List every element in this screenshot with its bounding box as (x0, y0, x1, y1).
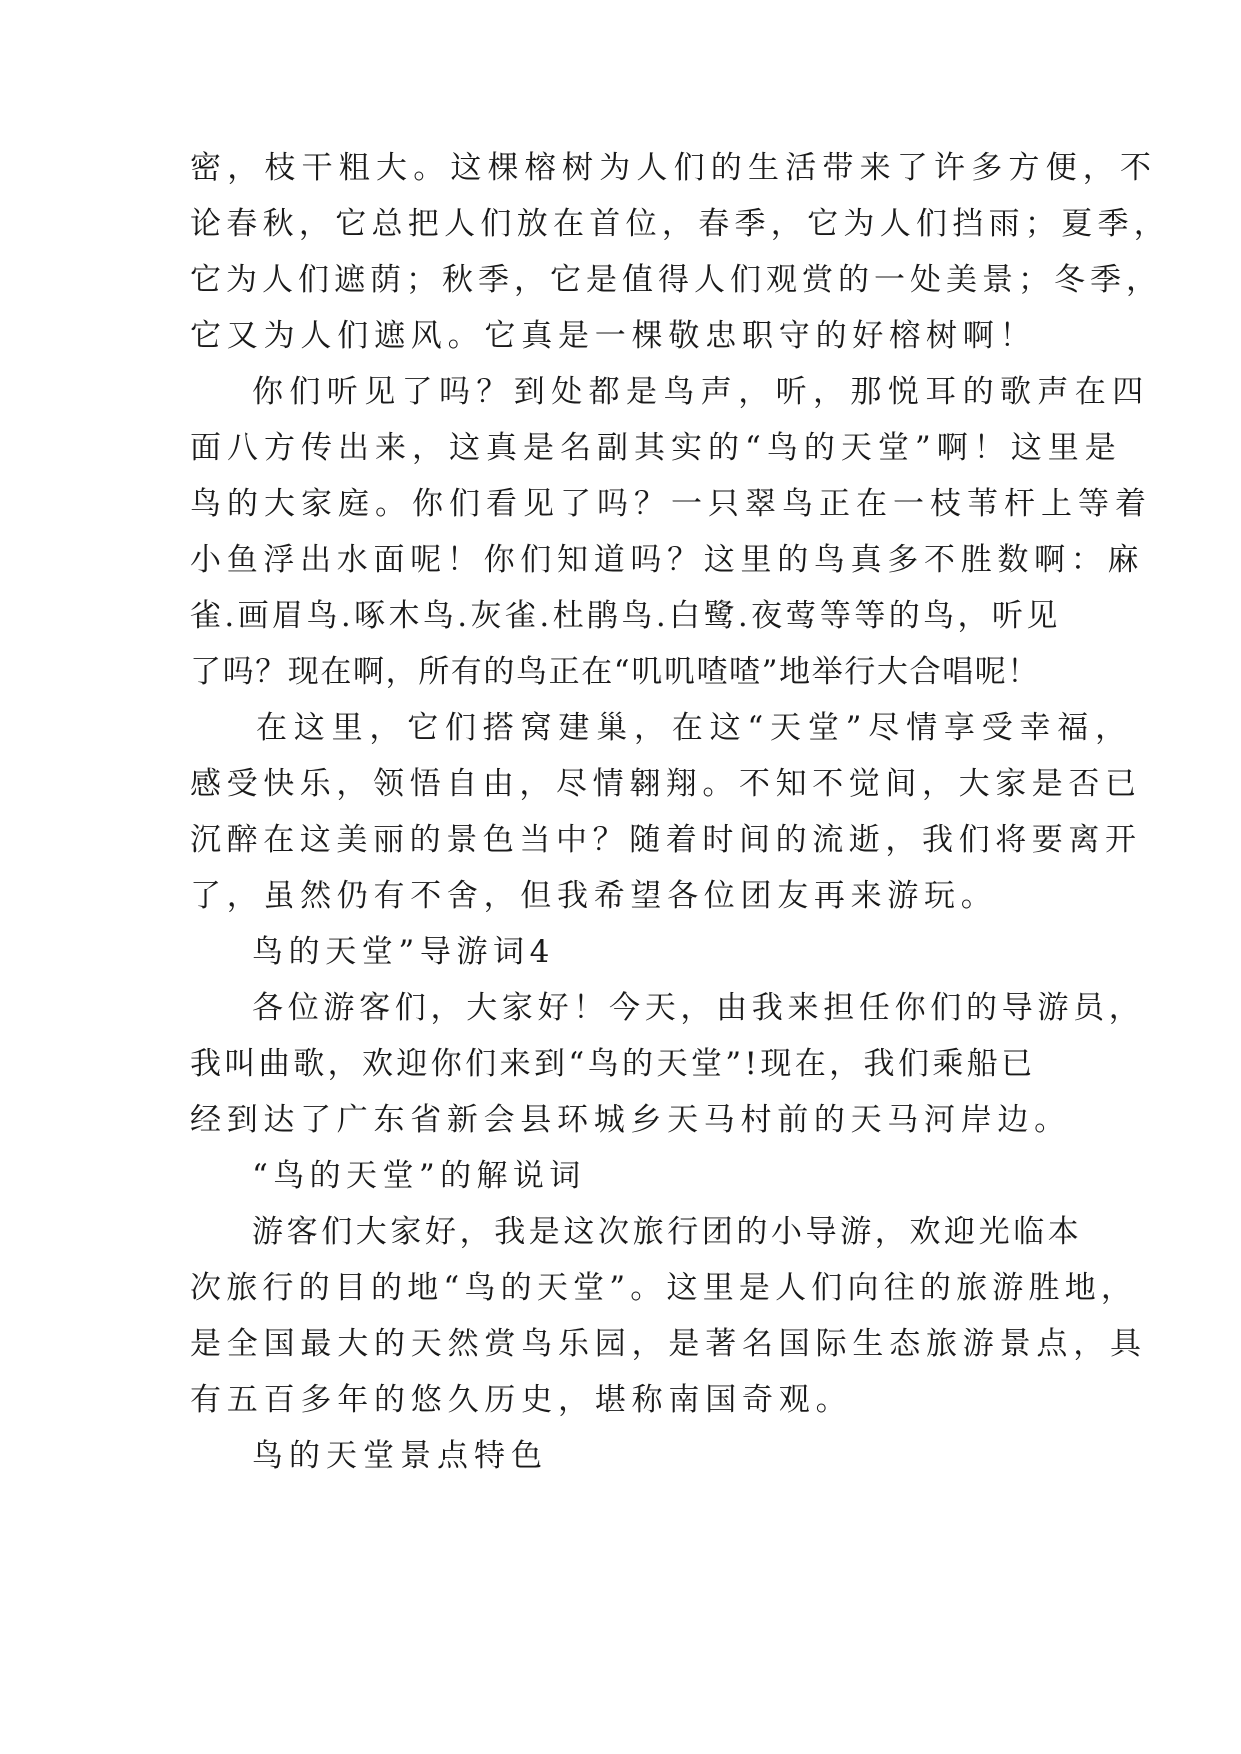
text-line-7: 鸟的大家庭。你们看见了吗？一只翠鸟正在一枝苇杆上等着 (190, 486, 1152, 522)
section-heading-jingdian-tese: 鸟的天堂景点特色 (252, 1438, 548, 1474)
text-line-8: 小鱼浮出水面呢！你们知道吗？这里的鸟真多不胜数啊：麻 (190, 542, 1145, 578)
text-line-9: 雀.画眉鸟.啄木鸟.灰雀.杜鹃鸟.白鹭.夜莺等等的鸟，听见 (190, 598, 1061, 634)
text-line-6: 面八方传出来，这真是名副其实的“鸟的天堂”啊！这里是 (190, 430, 1122, 466)
text-line-12: 感受快乐，领悟自由，尽情翱翔。不知不觉间，大家是否已 (190, 766, 1142, 802)
text-line-13: 沉醉在这美丽的景色当中？随着时间的流逝，我们将要离开 (190, 822, 1142, 858)
text-line-11: 在这里，它们搭窝建巢，在这“天堂”尽情享受幸福， (256, 710, 1133, 746)
text-line-21: 次旅行的目的地“鸟的天堂”。这里是人们向往的旅游胜地， (190, 1270, 1138, 1306)
section-heading-daoyouci: 鸟的天堂”导游词4 (252, 934, 555, 970)
text-line-17: 我叫曲歌，欢迎你们来到“鸟的天堂”!现在，我们乘船已 (190, 1046, 1036, 1082)
text-line-20: 游客们大家好，我是这次旅行团的小导游，欢迎光临本 (252, 1214, 1083, 1250)
text-line-2: 论春秋，它总把人们放在首位，春季，它为人们挡雨；夏季， (190, 206, 1171, 242)
section-heading-jieshuoci: “鸟的天堂”的解说词 (252, 1158, 586, 1194)
text-line-16: 各位游客们，大家好！今天，由我来担任你们的导游员， (252, 990, 1145, 1026)
text-line-22: 是全国最大的天然赏鸟乐园，是著名国际生态旅游景点，具 (190, 1326, 1147, 1362)
text-line-5: 你们听见了吗？到处都是鸟声，听，那悦耳的歌声在四 (252, 374, 1150, 410)
text-line-10: 了吗？现在啊，所有的鸟正在“叽叽喳喳”地举行大合唱呢！ (190, 654, 1040, 690)
text-line-18: 经到达了广东省新会县环城乡天马村前的天马河岸边。 (190, 1102, 1071, 1138)
text-line-23: 有五百多年的悠久历史，堪称南国奇观。 (190, 1382, 853, 1418)
text-line-4: 它又为人们遮风。它真是一棵敬忠职守的好榕树啊！ (190, 318, 1037, 354)
text-line-1: 密，枝干粗大。这棵榕树为人们的生活带来了许多方便，不 (190, 150, 1158, 186)
text-line-14: 了，虽然仍有不舍，但我希望各位团友再来游玩。 (190, 878, 998, 914)
text-line-3: 它为人们遮荫；秋季，它是值得人们观赏的一处美景；冬季， (190, 262, 1162, 298)
